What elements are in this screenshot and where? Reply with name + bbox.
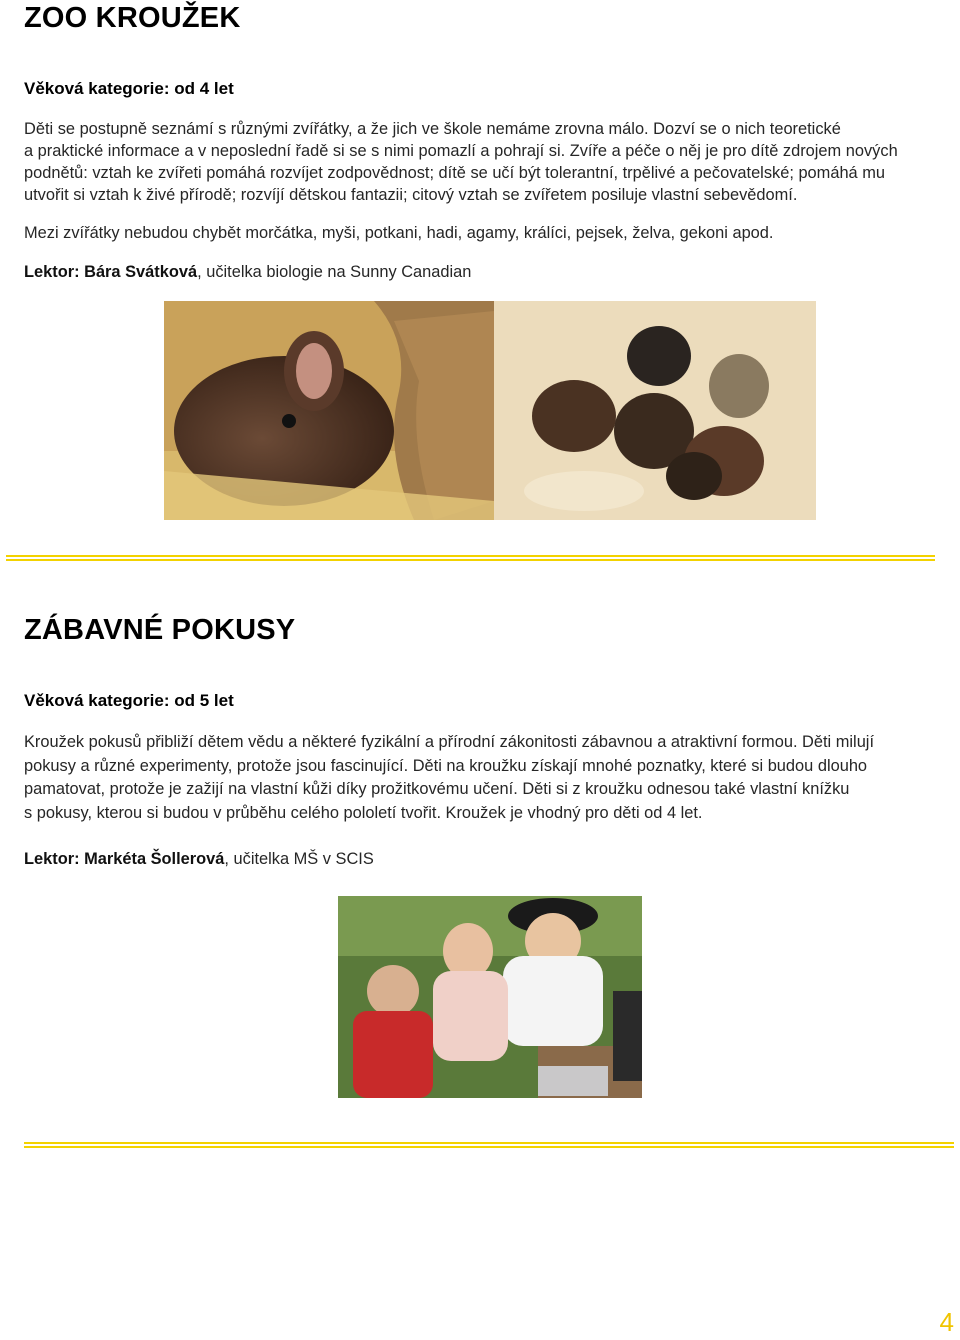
pokusy-lektor-role: , učitelka MŠ v SCIS: [224, 850, 374, 868]
zoo-lektor-name: Lektor: Bára Svátková: [24, 263, 198, 281]
zoo-lektor-role: , učitelka biologie na Sunny Canadian: [197, 263, 472, 281]
pokusy-description-line: Kroužek pokusů přibliží dětem vědu a některé fyzikální a přírodní zákonitosti zábavnou a atraktivní formou. Děti milují: [24, 733, 875, 751]
zoo-description-line: Děti se postupně seznámí s různými zvířátky, a že jich ve škole nemáme zrovna málo. Dozví se o nich teoretické: [24, 120, 841, 138]
pokusy-lektor: [24, 850, 374, 869]
age-category-zoo: Věková kategorie: od 4 let: [24, 79, 234, 98]
pokusy-description: [24, 731, 956, 825]
pokusy-description-line: pokusy a různé experimenty, protože jsou fascinující. Děti na kroužku získají mnohé poznatky, které si budou dlouho: [24, 756, 868, 775]
zoo-lektor: [24, 263, 471, 282]
experiment-photo: [338, 896, 642, 1098]
zoo-description: [24, 118, 959, 206]
zoo-description-line: utvořit si vztah k živé přírodě; rozvíjí dětskou fantazii; citový vztah se zvířetem posiluje vlastní sebevědomí.: [24, 186, 798, 204]
section-title-zoo: ZOO KROUŽEK: [24, 2, 241, 34]
section-divider: [6, 555, 935, 562]
pokusy-description-line: s pokusy, kterou si budou v průběhu celého pololetí tvořit. Kroužek je vhodný pro děti od 4 let.: [24, 803, 703, 822]
page-number: 4: [939, 1307, 954, 1337]
zoo-animals-list: Mezi zvířátky nebudou chybět morčátka, myši, potkani, hadi, agamy, králíci, pejsek, želva, gekoni apod.: [24, 224, 774, 242]
section-title-pokusy: ZÁBAVNÉ POKUSY: [24, 614, 296, 646]
section-divider: [24, 1142, 954, 1149]
chicks-photo: [494, 301, 816, 520]
rabbit-photo: [164, 301, 494, 520]
pokusy-description-line: pamatovat, protože je zažijí na vlastní kůži díky prožitkovému učení. Děti si z kroužku odnesou také vlastní knížku: [24, 780, 850, 798]
age-category-pokusy: Věková kategorie: od 5 let: [24, 691, 234, 710]
pokusy-lektor-name: Lektor: Markéta Šollerová: [24, 850, 225, 868]
zoo-description-line: podnětů: vztah ke zvířeti pomáhá rozvíjet zodpovědnost; dítě se učí být tolerantní, trpělivé a pečovatelské; pomáhá mu: [24, 164, 885, 182]
zoo-description-line: a praktické informace a v neposlední řadě si se s nimi pomazlí a pohrají si. Zvíře a péče o něj je pro dítě zdrojem nových: [24, 142, 898, 160]
